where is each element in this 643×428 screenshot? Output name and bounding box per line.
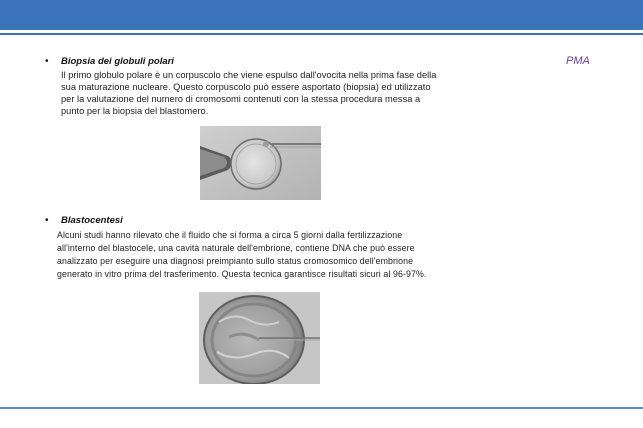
paragraph-line: Il primo globulo polare è un corpuscolo che viene espulso dall'ovocita nella prima fase della [61,70,437,80]
polar-body-biopsy-image [200,126,321,200]
section-title-polar-body: Biopsia dei globuli polari [61,56,174,67]
blastocentesis-image [199,292,320,384]
header-rule [0,33,643,35]
section-title-blastocentesis: Blastocentesi [61,215,123,226]
paragraph-line: analizzato per eseguire una diagnosi preimpianto sullo status cromosomico dell'embrione [57,256,414,266]
section-tag: PMA [566,55,590,67]
header-band [0,0,643,30]
paragraph-line: generato in vitro prima del trasferimento. Questa tecnica garantisce risultati sicuri al 96-97%. [57,269,427,279]
bullet: • [45,215,49,226]
footer-rule [0,407,643,409]
paragraph-line: per la valutazione del numero di cromosomi contenuti con la stessa procedura messa a [61,94,421,104]
paragraph-line: Alcuni studi hanno rilevato che il fluido che si forma a circa 5 giorni dalla fertilizzazione [57,230,403,240]
paragraph-line: all'interno del blastocele, una cavità naturale dell'embrione, contiene DNA che può essere [57,243,415,253]
paragraph-line: sua maturazione nucleare. Questo corpuscolo può essere asportato (biopsia) ed utilizzato [61,82,431,92]
paragraph-line: punto per la biopsia del blastomero. [61,106,209,116]
bullet: • [45,56,49,67]
